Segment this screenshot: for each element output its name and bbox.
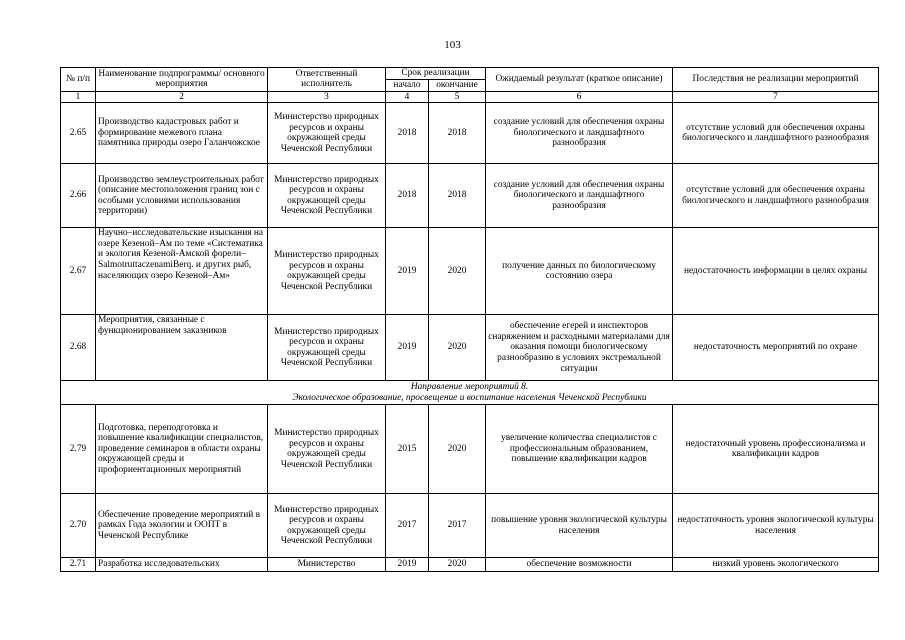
- header-name: Наименование подпрограммы/ основного мероприятия: [96, 68, 268, 92]
- header-period: Срок реализации: [386, 68, 486, 80]
- activity-name: Научно–исследовательские изыскания на озере Кезеной–Ам по теме «Систематика и экология Кезеной-Амской форели– SalmotruttaczenamiBerq. и других рыб, населяющих озеро Кезеной–Ам»: [96, 228, 268, 315]
- end-year: 2018: [429, 103, 486, 164]
- start-year: 2017: [386, 494, 429, 558]
- start-year: 2019: [386, 315, 429, 381]
- activity-name: Производство кадастровых работ и формирование межевого плана памятника природы озеро Галанчожское: [96, 103, 268, 164]
- column-number: 6: [486, 91, 673, 103]
- table-row: [61, 164, 879, 228]
- page-number: 103: [444, 39, 461, 51]
- responsible-executor: Министерство природных ресурсов и охраны окружающей среды Чеченской Республики: [268, 494, 386, 558]
- responsible-executor: Министерство природных ресурсов и охраны окружающей среды Чеченской Республики: [268, 103, 386, 164]
- end-year: 2017: [429, 494, 486, 558]
- non-implementation-consequences: недостаточный уровень профессионализма и квалификации кадров: [673, 405, 879, 494]
- responsible-executor: Министерство природных ресурсов и охраны окружающей среды Чеченской Республики: [268, 164, 386, 228]
- activity-name: Подготовка, переподготовка и повышение квалификации специалистов, проведение семинаров в области охраны окружающей среды и профориентационных мероприятий: [96, 405, 268, 494]
- expected-result: увеличение количества специалистов с профессиональным образованием, повышение квалификации кадров: [486, 405, 673, 494]
- activity-name: Обеспечение проведение мероприятий в рамках Года экологии и ООПТ в Чеченской Республике: [96, 494, 268, 558]
- header-end: окончание: [429, 80, 486, 92]
- header-expected: Ожидаемый результат (краткое описание): [486, 68, 673, 92]
- end-year: 2018: [429, 164, 486, 228]
- start-year: 2019: [386, 228, 429, 315]
- header-num: № п/п: [61, 68, 96, 92]
- activities-table: [60, 67, 879, 572]
- expected-result: создание условий для обеспечения охраны биологического и ландшафтного разнообразия: [486, 164, 673, 228]
- expected-result: обеспечение возможности: [486, 558, 673, 572]
- end-year: 2020: [429, 228, 486, 315]
- column-number: 1: [61, 91, 96, 103]
- row-number: 2.66: [61, 164, 96, 228]
- activity-name: Разработка исследовательских: [96, 558, 268, 572]
- start-year: 2019: [386, 558, 429, 572]
- row-number: 2.71: [61, 558, 96, 572]
- column-number: 3: [268, 91, 386, 103]
- responsible-executor: Министерство природных ресурсов и охраны окружающей среды Чеченской Республики: [268, 405, 386, 494]
- end-year: 2020: [429, 315, 486, 381]
- expected-result: обеспечение егерей и инспекторов снаряжением и расходными материалами для оказания помощи биологическому разнообразию в условиях экстремальной ситуации: [486, 315, 673, 381]
- header-consequences: Последствия не реализации мероприятий: [673, 68, 879, 92]
- row-number: 2.67: [61, 228, 96, 315]
- section-row: [61, 381, 879, 405]
- non-implementation-consequences: отсутствие условий для обеспечения охраны биологического и ландшафтного разнообразия: [673, 164, 879, 228]
- start-year: 2018: [386, 103, 429, 164]
- column-number: 4: [386, 91, 429, 103]
- row-number: 2.65: [61, 103, 96, 164]
- column-number: 7: [673, 91, 879, 103]
- table-row: [61, 103, 879, 164]
- responsible-executor: Министерство: [268, 558, 386, 572]
- column-number: 2: [96, 91, 268, 103]
- row-number: 2.70: [61, 494, 96, 558]
- responsible-executor: Министерство природных ресурсов и охраны окружающей среды Чеченской Республики: [268, 315, 386, 381]
- column-number: 5: [429, 91, 486, 103]
- non-implementation-consequences: недостаточность информации в целях охраны: [673, 228, 879, 315]
- row-number: 2.79: [61, 405, 96, 494]
- start-year: 2015: [386, 405, 429, 494]
- table-row: [61, 405, 879, 494]
- start-year: 2018: [386, 164, 429, 228]
- non-implementation-consequences: недостаточность мероприятий по охране: [673, 315, 879, 381]
- non-implementation-consequences: недостаточность уровня экологической культуры населения: [673, 494, 879, 558]
- section-title: Направление мероприятий 8.: [410, 382, 529, 393]
- expected-result: повышение уровня экологической культуры населения: [486, 494, 673, 558]
- expected-result: получение данных по биологическому состоянию озера: [486, 228, 673, 315]
- expected-result: создание условий для обеспечения охраны биологического и ландшафтного разнообразия: [486, 103, 673, 164]
- section-subtitle: Экологическое образование, просвещение и воспитание населения Чеченской Республики: [292, 392, 647, 403]
- table-row: [61, 494, 879, 558]
- activity-name: Производство землеустроительных работ (описание местоположения границ зон с особыми условиями использования территории): [96, 164, 268, 228]
- end-year: 2020: [429, 405, 486, 494]
- responsible-executor: Министерство природных ресурсов и охраны окружающей среды Чеченской Республики: [268, 228, 386, 315]
- end-year: 2020: [429, 558, 486, 572]
- table-row: [61, 315, 879, 381]
- non-implementation-consequences: низкий уровень экологического: [673, 558, 879, 572]
- row-number: 2.68: [61, 315, 96, 381]
- header-start: начало: [386, 80, 429, 92]
- activity-name: Мероприятия, связанные с функционированием заказников: [96, 315, 268, 381]
- header-responsible: Ответственный исполнитель: [268, 68, 386, 92]
- table-row: [61, 558, 879, 572]
- table-row: [61, 228, 879, 315]
- non-implementation-consequences: отсутствие условий для обеспечения охраны биологического и ландшафтного разнообразия: [673, 103, 879, 164]
- section-heading: [61, 381, 879, 405]
